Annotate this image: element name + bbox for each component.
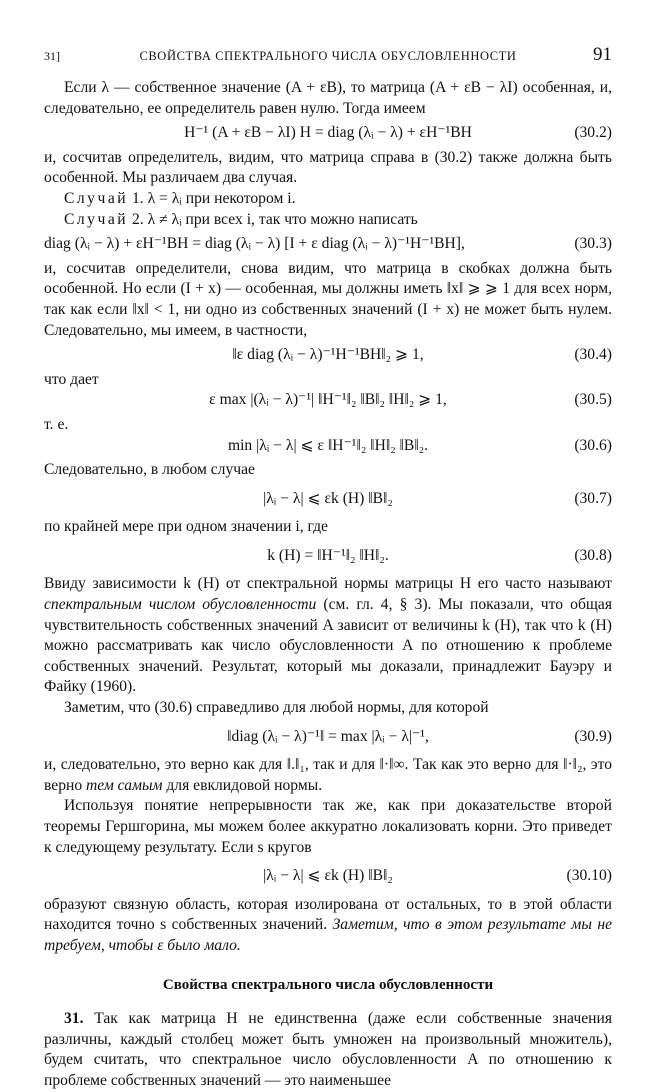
equation-30-10 [44, 866, 612, 887]
equation-number: (30.4) [574, 346, 612, 364]
paragraph [44, 895, 612, 957]
paragraph-text: для евклидовой нормы. [162, 776, 323, 794]
equation-30-4 [44, 345, 612, 366]
equation-30-3 [44, 234, 612, 255]
equation-30-8 [44, 546, 612, 567]
equation-text: ‖diag (λᵢ − λ)⁻¹‖ = max |λᵢ − λ|⁻¹, [227, 727, 429, 745]
paragraph: и, сосчитав определители, снова видим, что матрица в скобках должна быть особенной. Но если (I + x) — особенная, мы должны иметь ‖x‖ ⩾ ⩾ 1 для всех норм, так как если ‖x‖ < 1, ни одно из собственных значений (I + x) не может быть нулем. Следовательно, мы имеем, в частности, [44, 259, 612, 339]
equation-text: diag (λᵢ − λ) + εH⁻¹BH = diag (λᵢ − λ) [I + ε diag (λᵢ − λ)⁻¹H⁻¹BH], [44, 235, 465, 253]
equation-number: (30.3) [574, 235, 612, 253]
paragraph: т. е. [44, 415, 69, 433]
equation-number: (30.10) [566, 867, 612, 885]
page-header [44, 44, 612, 68]
equation-30-7 [44, 489, 612, 510]
paragraph-text: и, следовательно, это верно как для ‖.‖₁, так и для ‖·‖∞. Так как это верно для ‖·‖₂, это верно [44, 756, 612, 794]
paragraph: и, сосчитав определитель, видим, что матрица справа в (30.2) также должна быть особенной. Мы различаем два случая. [44, 148, 612, 187]
paragraph [44, 755, 612, 796]
paragraph: Заметим, что (30.6) справедливо для любой нормы, для которой [64, 699, 489, 717]
equation-text: ε max |(λᵢ − λ)⁻¹| ‖H⁻¹‖₂ ‖B‖₂ ‖H‖₂ ⩾ 1, [209, 391, 447, 409]
paragraph [44, 574, 612, 698]
equation-number: (30.2) [574, 124, 612, 142]
equation-text: |λᵢ − λ| ⩽ εk (H) ‖B‖₂ [263, 489, 393, 507]
equation-number: (30.8) [574, 546, 612, 564]
paragraph: что дает [44, 370, 99, 388]
equation-text: H⁻¹ (A + εB − λI) H = diag (λᵢ − λ) + εH⁻¹BH [184, 124, 472, 142]
equation-text: |λᵢ − λ| ⩽ εk (H) ‖B‖₂ [263, 867, 393, 885]
paragraph-text: образуют связную область, которая изолирована от остальных, то в этой области находится точно s собственных значений. [44, 895, 612, 934]
equation-number: (30.5) [574, 391, 612, 409]
equation-text: k (H) = ‖H⁻¹‖₂ ‖H‖₂. [267, 546, 389, 564]
paragraph: Если λ — собственное значение (A + εB), то матрица (A + εB − λI) особенная, и, следовательно, ее определитель равен нулю. Тогда имеем [44, 79, 612, 117]
paragraph-text: Так как матрица H не единственна (даже если собственные значения различны, каждый столбец может быть умножен на произвольный множитель), будем считать, что спектральное число обусловленности A по отношению к проблеме собственных значений — это наименьшее [44, 1010, 612, 1089]
paragraph: Используя понятие непрерывности так же, как при доказательстве второй теоремы Гершгорина, мы можем более аккуратно локализовать корни. Это приведет к следующему результату. Если s кругов [44, 797, 612, 856]
paragraph: по крайней мере при одном значении i, где [44, 518, 328, 536]
equation-number: (30.9) [574, 727, 612, 745]
emphasis-term: тем самым [86, 776, 163, 794]
emphasis-term: спектральным числом обусловленности [44, 596, 317, 614]
case-text: 1. λ = λᵢ при некотором i. [128, 189, 296, 207]
case-1 [44, 189, 612, 210]
case-label: Случай [64, 210, 129, 228]
equation-text: ‖ε diag (λᵢ − λ)⁻¹H⁻¹BH‖₂ ⩾ 1, [232, 346, 424, 364]
paragraph [44, 1009, 612, 1091]
paragraph-number: 31. [64, 1010, 84, 1028]
equation-30-6 [44, 436, 612, 457]
page-number: 91 [593, 44, 612, 65]
equation-text: min |λᵢ − λ| ⩽ ε ‖H⁻¹‖₂ ‖H‖₂ ‖B‖₂. [227, 436, 429, 454]
equation-30-5 [44, 390, 612, 411]
case-2 [44, 210, 612, 231]
equation-30-9 [44, 727, 612, 748]
case-label: Случай [64, 189, 129, 207]
running-title: СВОЙСТВА СПЕКТРАЛЬНОГО ЧИСЛА ОБУСЛОВЛЕННОСТИ [139, 49, 517, 63]
equation-number: (30.7) [574, 489, 612, 507]
emphasis-remark: Заметим, что в этом результате мы не требуем, чтобы ε было мало. [44, 916, 612, 954]
paragraph: Следовательно, в любом случае [44, 461, 255, 479]
case-text: 2. λ ≠ λᵢ при всех i, так что можно написать [128, 210, 418, 228]
paragraph-text: Ввиду зависимости k (H) от спектральной нормы матрицы H его часто называют [44, 575, 612, 593]
page-body [44, 78, 612, 1092]
paragraph-text: (см. гл. 4, § 3). Мы показали, что общая чувствительность собственных значений A зависит от величины k (H), так что k (H) можно рассматривать как число обусловленности A по отношению к проблеме собственных значений. Результат, который мы доказали, принадлежит Бауэру и Файку (1960). [44, 596, 612, 696]
section-ref: 31] [44, 49, 60, 63]
section-title: Свойства спектрального числа обусловленности [162, 976, 494, 993]
equation-number: (30.6) [574, 436, 612, 454]
equation-30-2 [44, 123, 612, 144]
